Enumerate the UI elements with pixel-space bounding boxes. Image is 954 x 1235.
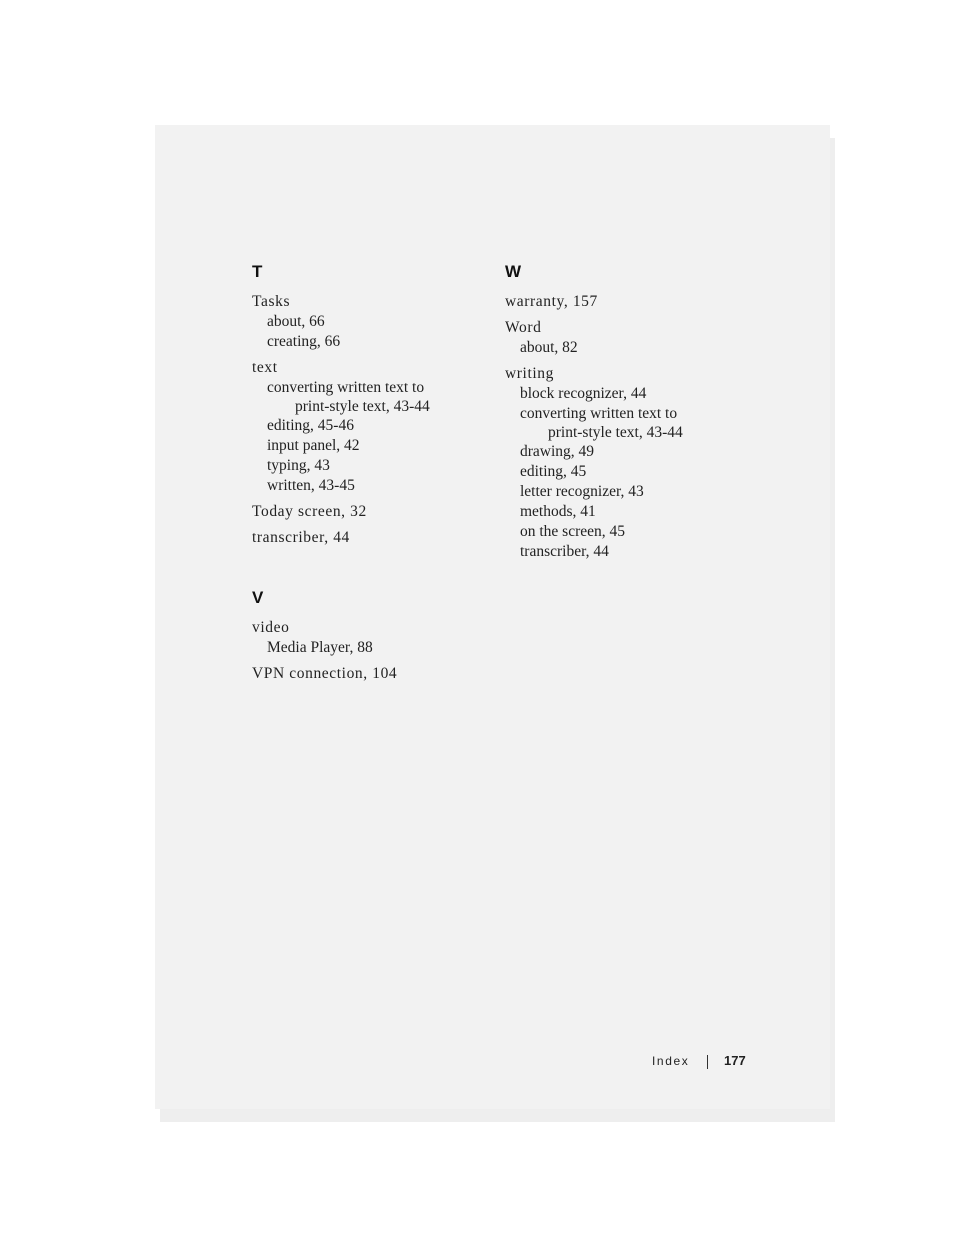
index-subentry-text: creating, 66 bbox=[267, 333, 341, 350]
index-subentry-text: letter recognizer, 43 bbox=[520, 483, 644, 500]
index-subentry-text: about, 66 bbox=[267, 313, 325, 330]
index-letter-heading: T bbox=[252, 262, 263, 281]
index-subentry bbox=[252, 332, 492, 352]
index-entry-term: writing bbox=[505, 365, 554, 382]
index-entry-term: video bbox=[252, 619, 290, 636]
index-subentry bbox=[505, 338, 745, 358]
index-entry bbox=[252, 502, 492, 522]
index-subentry-text: editing, 45 bbox=[520, 463, 587, 480]
index-subentry bbox=[252, 436, 492, 456]
index-subentry-text: on the screen, 45 bbox=[520, 523, 626, 540]
index-subentry-text: about, 82 bbox=[520, 339, 578, 356]
index-subentry-text: converting written text to bbox=[267, 379, 425, 396]
index-subentry bbox=[252, 456, 492, 476]
index-entry-term: Tasks bbox=[252, 293, 291, 310]
index-subentry-text: converting written text to bbox=[520, 405, 678, 422]
page-number: 177 bbox=[724, 1053, 746, 1068]
index-entry-term: warranty, 157 bbox=[505, 293, 598, 310]
index-entry-term: Today screen, 32 bbox=[252, 503, 367, 520]
index-subentry-text: drawing, 49 bbox=[520, 443, 595, 460]
index-subentry-text: typing, 43 bbox=[267, 457, 330, 474]
index-subentry-text: input panel, 42 bbox=[267, 437, 360, 454]
index-subentry-continuation: print-style text, 43-44 bbox=[548, 424, 683, 441]
index-letter-heading: W bbox=[505, 262, 522, 281]
index-subentry-text: editing, 45-46 bbox=[267, 417, 354, 434]
index-entry-term: Word bbox=[505, 319, 542, 336]
index-entry bbox=[505, 292, 745, 312]
index-entry bbox=[252, 528, 492, 548]
index-section bbox=[252, 262, 492, 548]
index-section bbox=[252, 588, 492, 684]
index-subentry-text: transcriber, 44 bbox=[520, 543, 609, 560]
index-entry-term: VPN connection, 104 bbox=[252, 665, 398, 682]
footer-section-label: Index bbox=[652, 1054, 690, 1068]
index-entry bbox=[505, 364, 745, 562]
footer-separator bbox=[707, 1055, 708, 1069]
index-letter-heading: V bbox=[252, 588, 264, 607]
index-subentry bbox=[505, 482, 745, 502]
index-subentry bbox=[505, 542, 745, 562]
index-column-right bbox=[505, 262, 745, 602]
index-subentry bbox=[505, 502, 745, 522]
index-subentry-continuation: print-style text, 43-44 bbox=[295, 398, 430, 415]
index-entry bbox=[252, 618, 492, 658]
index-subentry-text: written, 43-45 bbox=[267, 477, 355, 494]
index-section bbox=[505, 262, 745, 562]
index-subentry bbox=[252, 416, 492, 436]
index-entry bbox=[252, 292, 492, 352]
index-column-left bbox=[252, 262, 492, 724]
index-entry bbox=[505, 318, 745, 358]
index-subentry bbox=[505, 384, 745, 404]
index-subentry-text: Media Player, 88 bbox=[267, 639, 373, 656]
index-entry bbox=[252, 664, 492, 684]
index-subentry bbox=[505, 442, 745, 462]
index-subentry bbox=[252, 312, 492, 332]
index-entry bbox=[252, 358, 492, 496]
index-subentry bbox=[505, 462, 745, 482]
index-subentry-text: block recognizer, 44 bbox=[520, 385, 647, 402]
index-subentry bbox=[252, 638, 492, 658]
index-entry-term: text bbox=[252, 359, 278, 376]
index-entry-term: transcriber, 44 bbox=[252, 529, 350, 546]
index-subentry bbox=[505, 522, 745, 542]
index-subentry bbox=[252, 378, 492, 416]
index-subentry-text: methods, 41 bbox=[520, 503, 596, 520]
index-subentry bbox=[505, 404, 745, 442]
index-subentry bbox=[252, 476, 492, 496]
